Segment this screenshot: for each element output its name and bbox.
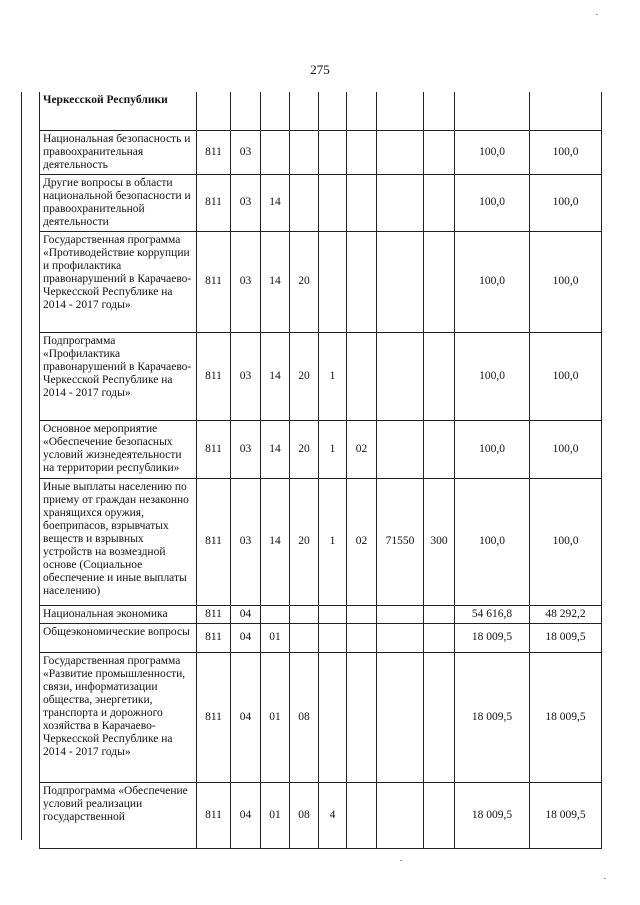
- cell-subprogram: 1: [319, 420, 347, 478]
- cell-program: 08: [290, 782, 319, 848]
- cell-subprogram: 1: [319, 332, 347, 420]
- row-name: Основное мероприятие «Обеспечение безопасных условий жизнедеятельности на территории республики»: [40, 420, 197, 478]
- cell-subprogram: [319, 92, 347, 130]
- table-row: [40, 623, 602, 652]
- cell-subprogram: 4: [319, 782, 347, 848]
- cell-sum-2: [530, 92, 602, 130]
- cell-subprogram: [319, 231, 347, 332]
- cell-pr: 14: [261, 478, 290, 605]
- cell-direction: [377, 782, 424, 848]
- cell-program: 20: [290, 420, 319, 478]
- budget-table: [39, 92, 602, 849]
- row-name: Черкесской Республики: [40, 92, 197, 130]
- row-name: Государственная программа «Противодействие коррупции и профилактика правонарушений в Карачаево-Черкесской Республике на 2014 - 2017 годы»: [40, 231, 197, 332]
- cell-event: [347, 130, 377, 174]
- row-name: Национальная безопасность и правоохранительная деятельность: [40, 130, 197, 174]
- cell-sum-1: 100,0: [455, 231, 530, 332]
- cell-sum-1: 100,0: [455, 478, 530, 605]
- cell-rz: 03: [231, 231, 261, 332]
- cell-event: [347, 92, 377, 130]
- cell-vr: 300: [424, 478, 455, 605]
- cell-rz: 03: [231, 130, 261, 174]
- cell-sum-1: 18 009,5: [455, 652, 530, 782]
- cell-subprogram: [319, 652, 347, 782]
- cell-pr: 14: [261, 174, 290, 231]
- cell-direction: [377, 605, 424, 623]
- cell-pr: 01: [261, 782, 290, 848]
- table-row: [40, 174, 602, 231]
- cell-pr: 14: [261, 332, 290, 420]
- cell-sum-2: 18 009,5: [530, 652, 602, 782]
- cell-direction: [377, 130, 424, 174]
- cell-rz: 03: [231, 478, 261, 605]
- cell-sum-1: 18 009,5: [455, 623, 530, 652]
- cell-sum-2: 100,0: [530, 130, 602, 174]
- cell-direction: [377, 420, 424, 478]
- row-name: Подпрограмма «Профилактика правонарушений в Карачаево-Черкесской Республике на 2014 - 2017 годы»: [40, 332, 197, 420]
- cell-vr: [424, 652, 455, 782]
- cell-pr: 14: [261, 420, 290, 478]
- cell-event: [347, 231, 377, 332]
- cell-program: 20: [290, 478, 319, 605]
- cell-pr: 01: [261, 623, 290, 652]
- cell-ved: 811: [197, 130, 231, 174]
- cell-vr: [424, 782, 455, 848]
- table-row: [40, 420, 602, 478]
- cell-sum-2: 100,0: [530, 332, 602, 420]
- cell-vr: [424, 623, 455, 652]
- cell-program: [290, 174, 319, 231]
- cell-event: 02: [347, 420, 377, 478]
- row-name: Другие вопросы в области национальной безопасности и правоохранительной деятельности: [40, 174, 197, 231]
- cell-ved: 811: [197, 478, 231, 605]
- cell-sum-1: 54 616,8: [455, 605, 530, 623]
- cell-subprogram: 1: [319, 478, 347, 605]
- cell-vr: [424, 332, 455, 420]
- cell-event: 02: [347, 478, 377, 605]
- cell-direction: [377, 623, 424, 652]
- cell-sum-1: 100,0: [455, 174, 530, 231]
- cell-direction: [377, 174, 424, 231]
- cell-sum-1: 18 009,5: [455, 782, 530, 848]
- table-row: [40, 231, 602, 332]
- cell-program: [290, 130, 319, 174]
- cell-vr: [424, 231, 455, 332]
- cell-event: [347, 782, 377, 848]
- cell-rz: 04: [231, 782, 261, 848]
- table-row: [40, 652, 602, 782]
- cell-vr: [424, 92, 455, 130]
- cell-subprogram: [319, 174, 347, 231]
- cell-sum-2: 48 292,2: [530, 605, 602, 623]
- cell-ved: 811: [197, 605, 231, 623]
- table-row: [40, 332, 602, 420]
- cell-ved: [197, 92, 231, 130]
- row-name: Подпрограмма «Обеспечение условий реализации государственной: [40, 782, 197, 848]
- cell-program: [290, 623, 319, 652]
- row-name: Национальная экономика: [40, 605, 197, 623]
- cell-sum-2: 18 009,5: [530, 782, 602, 848]
- cell-direction: [377, 231, 424, 332]
- cell-sum-2: 100,0: [530, 174, 602, 231]
- cell-ved: 811: [197, 174, 231, 231]
- cell-sum-2: 100,0: [530, 478, 602, 605]
- cell-event: [347, 652, 377, 782]
- cell-sum-2: 100,0: [530, 420, 602, 478]
- page-number: 275: [310, 62, 330, 77]
- cell-pr: [261, 605, 290, 623]
- cell-rz: 03: [231, 420, 261, 478]
- cell-pr: 01: [261, 652, 290, 782]
- cell-rz: [231, 92, 261, 130]
- scan-speck: [400, 860, 402, 861]
- cell-vr: [424, 420, 455, 478]
- cell-pr: [261, 130, 290, 174]
- cell-pr: 14: [261, 231, 290, 332]
- cell-program: 08: [290, 652, 319, 782]
- cell-ved: 811: [197, 420, 231, 478]
- cell-sum-2: 18 009,5: [530, 623, 602, 652]
- table-row: [40, 605, 602, 623]
- scan-speck: [596, 14, 598, 15]
- cell-program: [290, 92, 319, 130]
- cell-event: [347, 332, 377, 420]
- table-row: [40, 478, 602, 605]
- row-name: Иные выплаты населению по приему от граждан незаконно хранящихся оружия, боеприпасов, взрывчатых веществ и взрывных устройств на возмездной основе (Социальное обеспечение и иные выплаты населению): [40, 478, 197, 605]
- table-row: [40, 782, 602, 848]
- cell-event: [347, 623, 377, 652]
- cell-rz: 03: [231, 174, 261, 231]
- cell-program: 20: [290, 332, 319, 420]
- cell-program: 20: [290, 231, 319, 332]
- cell-direction: 71550: [377, 478, 424, 605]
- cell-rz: 04: [231, 652, 261, 782]
- cell-event: [347, 605, 377, 623]
- cell-program: [290, 605, 319, 623]
- cell-rz: 04: [231, 605, 261, 623]
- cell-pr: [261, 92, 290, 130]
- margin-rule: [21, 92, 22, 840]
- cell-event: [347, 174, 377, 231]
- cell-rz: 03: [231, 332, 261, 420]
- cell-vr: [424, 605, 455, 623]
- cell-ved: 811: [197, 782, 231, 848]
- cell-vr: [424, 174, 455, 231]
- cell-rz: 04: [231, 623, 261, 652]
- table-row: [40, 92, 602, 130]
- row-name: Общеэкономические вопросы: [40, 623, 197, 652]
- cell-sum-1: [455, 92, 530, 130]
- cell-sum-1: 100,0: [455, 332, 530, 420]
- scan-speck: [604, 878, 606, 879]
- table-row: [40, 130, 602, 174]
- cell-subprogram: [319, 623, 347, 652]
- cell-direction: [377, 92, 424, 130]
- cell-ved: 811: [197, 231, 231, 332]
- cell-vr: [424, 130, 455, 174]
- cell-direction: [377, 332, 424, 420]
- cell-subprogram: [319, 130, 347, 174]
- row-name: Государственная программа «Развитие промышленности, связи, информатизации общества, энергетики, транспорта и дорожного хозяйства в Карачаево-Черкесской Республике на 2014 - 2017 годы»: [40, 652, 197, 782]
- cell-sum-2: 100,0: [530, 231, 602, 332]
- cell-sum-1: 100,0: [455, 130, 530, 174]
- cell-ved: 811: [197, 332, 231, 420]
- cell-ved: 811: [197, 652, 231, 782]
- cell-direction: [377, 652, 424, 782]
- cell-subprogram: [319, 605, 347, 623]
- cell-sum-1: 100,0: [455, 420, 530, 478]
- cell-ved: 811: [197, 623, 231, 652]
